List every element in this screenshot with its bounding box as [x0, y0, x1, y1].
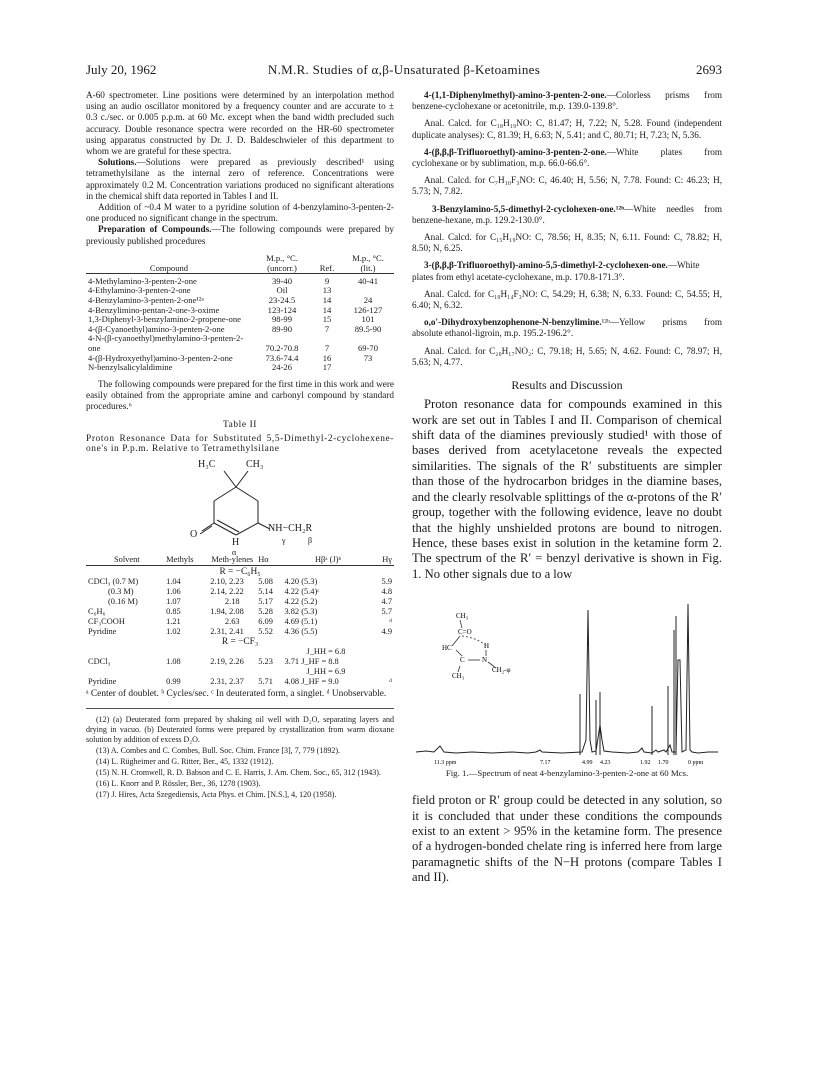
analysis: Anal. Calcd. for C₁₀H₁₄F₃NO: C, 54.29; H, 6.38; N, 6.33. Found: C, 54.55; H, 6.40; N, 6.32. [412, 288, 722, 311]
reference: (14) L. Rügheimer and G. Ritter, Ber., 45, 1332 (1912). [96, 756, 274, 766]
table-header: Methyls [166, 554, 194, 564]
paragraph-text: —Solutions were prepared as previously described¹ using tetramethylsilane as the internal zero of reference. Concentrations were approximately 0.2 M. Concentration variations produced no significant alterations in the chemical shift data reported in Tables I and II. [86, 157, 394, 201]
compound-entry: 4-(1,1-Diphenylmethyl)-amino-3-penten-2-one.—Colorless prisms from benzene-cyclohexane or acetonitrile, m.p. 139.0-139.8°. [412, 90, 722, 112]
paragraph-solutions [86, 157, 394, 202]
run-in-head: Preparation of Compounds. [98, 224, 212, 235]
struct-label: HC [442, 644, 452, 653]
structure-drawing [86, 459, 394, 555]
table-row: (0.16 M) 1.07 2.18 5.17 4.22 (5.2) 4.7 [108, 596, 392, 606]
running-header [86, 62, 722, 80]
struct-label: CH₂-φ [492, 666, 511, 675]
alpha-label: α [232, 547, 237, 557]
table-row: N-benzylsalicylaldimine 24-26 17 [88, 362, 332, 373]
struct-label: C=O [458, 628, 472, 637]
nmr-spectrum-figure [412, 590, 722, 766]
paragraph: Proton resonance data for compounds examined in this work are set out in Tables I and II. Comparison of chemical shift data of the diamines previously studied¹ with those of bases derived from acetylacetone reveals the expected similarities. The signals of the R′ substituents are simpler than those of the hydrocarbon bridges in the diamine bases, and the clearly resolvable splittings of the α-protons of the R′ group, together with the following evidence, leave no doubt that the highly unshielded protons are bound to nitrogen. Hence, these bases exist in solution in the ketamine form 2. The spectrum of the R′ = benzyl derivative is shown in Fig. 1. No other signals due to a low [412, 397, 722, 581]
paragraph: The following compounds were prepared for the first time in this work and were easily obtained from the appropriate amine and carbonyl compound by standard procedures.⁶ [86, 378, 394, 412]
axis-label: 1.70 [658, 760, 669, 767]
header-title: N.M.R. Studies of α,β-Unsaturated β-Ketoamines [267, 62, 541, 77]
table-header: Meth-ylenes [211, 554, 254, 564]
table-row: C₆H₆ 0.85 1.94, 2.08 5.28 3.82 (5.3) 5.7 [88, 606, 392, 616]
paragraph: A-60 spectrometer. Line positions were determined by an interpolation method using an audio oscillator monitored by a frequency counter and are accurate to ± 0.3 c./sec. or 0.005 p.p.m. at 60 Mc. except when the band width precluded such accuracy. Double resonance spectra were recorded on the HR-60 spectrometer using apparatus constructed by Dr. J. D. Baldeschwieler of this department to whom we are grateful for these spectra. [86, 90, 394, 157]
axis-label: 4.23 [600, 760, 611, 767]
paragraph-text: —The following compounds were prepared by previously published procedures [86, 224, 395, 246]
methyl-label: H₃C [198, 458, 216, 470]
table-row: 4-Ethylamino-3-penten-2-one Oil 13 [88, 285, 332, 296]
compound-entry: 3-(β,β,β-Trifluoroethyl)-amino-5,5-dimethyl-2-cyclohexen-one.—White plates from ethyl acetate-cyclohexane, m.p. 170.8-171.3°. [412, 260, 700, 282]
methyl-label: CH₃ [246, 458, 264, 470]
compound-table [86, 253, 394, 373]
table-row: CDCl₃ (0.7 M) 1.04 2.10, 2.23 5.08 4.20 (5.3) 5.9 [88, 576, 392, 586]
table-subheader: R = −CF₃ [221, 636, 259, 647]
table-row: CDCl₃ 1.08 2.19, 2.26 5.23 3.71 J_HF = 8.8 [88, 656, 339, 666]
analysis: Anal. Calcd. for C₇H₁₀F₃NO: C, 46.40; H, 5.56; N, 7.78. Found: C: 46.23; H, 5.73; N, 7.82. [412, 175, 722, 197]
reference: (17) J. Hires, Acta Szegediensis, Acta Phys. et Chim. [N.S.], 4, 120 (1958). [96, 789, 337, 799]
axis-label: 1.92 [640, 760, 651, 767]
run-in-head: Solutions. [98, 157, 137, 168]
table-row: 4-(β-Hydroxyethyl)amino-3-penten-2-one 73.6-74.4 16 73 [88, 352, 373, 363]
page-number: 2693 [696, 62, 722, 77]
header-date: July 20, 1962 [86, 62, 157, 77]
beta-label: β [308, 535, 313, 545]
axis-label: 7.17 [540, 760, 551, 767]
table-row: 4-N-(β-cyanoethyl)methylamino-3-penten-2-one 70.2-70.8 7 69-70 [88, 333, 379, 353]
table-row: Pyridine 1.02 2.31, 2.41 5.52 4.36 (5.5) 4.9 [88, 626, 392, 636]
reference: (15) N. H. Cromwell, R. D. Babson and C. E. Harris, J. Am. Chem. Soc., 65, 312 (1943). [96, 767, 381, 777]
reference: (13) A. Combes and C. Combes, Bull. Soc. Chim. France [3], 7, 779 (1892). [96, 745, 340, 755]
table-header: M.p., °C. (uncorr.) [266, 252, 298, 273]
table-caption [86, 420, 394, 455]
table-title: Proton Resonance Data for Substituted 5,5-Dimethyl-2-cyclohexene-one's in P.p.m. Relative to Tetramethylsilane [86, 433, 394, 455]
hydrogen-label: H [232, 536, 240, 548]
table-row: CF₃COOH 1.21 2.63 6.09 4.69 (5.1) ᵈ [88, 616, 392, 626]
axis-label: 4.99 [582, 760, 593, 767]
table-row: 4-(β-Cyanoethyl)amino-3-penten-2-one 89-90 7 89.5-90 [88, 323, 382, 334]
proton-resonance-table [86, 555, 394, 687]
analysis: Anal. Calcd. for C₂₀H₁₇NO₂: C, 79.18; H, 5.65; N, 4.62. Found: C, 78.97; H, 5.63; N, 4.77. [412, 345, 722, 367]
reference: (16) L. Knorr and P. Rössler, Ber., 36, 1278 (1903). [96, 778, 261, 788]
struct-label: CH₃ [452, 672, 465, 681]
table-row: 4-Methylamino-3-penten-2-one 39-40 9 40-41 [88, 275, 379, 286]
chemical-structure [86, 459, 394, 555]
table-row: J_HH = 6.9 [306, 666, 346, 676]
references [86, 708, 394, 800]
paragraph: Addition of ~0.4 M water to a pyridine solution of 4-benzylamino-3-penten-2-one produced no significant change in the spectrum. [86, 202, 394, 224]
analysis: Anal. Calcd. for C₁₈H₁₉NO: C, 81.47; H, 7.22; N, 5.28. Found (independent duplicate analyses): C, 81.39; H, 6.63; N, 5.41; and C, 80.71; H, 7.23; N, 5.36. [412, 118, 722, 140]
figure-caption: Fig. 1.—Spectrum of neat 4-benzylamino-3-penten-2-one at 60 Mcs. [445, 768, 689, 779]
struct-label: N [482, 656, 488, 665]
struct-label: CH₃ [456, 612, 469, 621]
oxygen-label: O [190, 528, 198, 540]
paragraph-preparation [86, 224, 394, 246]
table-subheader: R = −C₆H₅ [219, 566, 261, 577]
table-header: Solvent [114, 554, 140, 564]
gamma-label: γ [282, 535, 286, 545]
compound-entry: 4-(β,β,β-Trifluoroethyl)-amino-3-penten-2-one.—White plates from cyclohexane or by sublimation, m.p. 66.0-66.6°. [412, 146, 722, 169]
reference: (12) (a) Deuterated form prepared by shaking oil well with D₂O, separating layers and drying in vacuo. (b) Deuterated forms were prepared by crystallization from warm dioxane solution by addition of excess D₂O. [86, 714, 394, 744]
table-label: Table II [222, 420, 258, 431]
left-column [86, 90, 394, 801]
table-row: 4-Benzylamino-3-penten-2-one¹²ᵃ 23-24.5 14 24 [88, 295, 373, 306]
table-row: 4-Benzylimino-pentan-2-one-3-oxime 123-124 14 126-127 [88, 304, 383, 315]
table-row: J_HH = 6.8 [306, 646, 346, 656]
analysis: Anal. Calcd. for C₁₅H₁₉NO: C, 78.56; H, 8.35; N, 6.11. Found: C, 78.82; H, 8.50; N, 6.25. [412, 232, 722, 254]
section-heading: Results and Discussion [511, 378, 623, 393]
nmr-spectrum [412, 590, 722, 766]
table-header: Hγ [382, 554, 392, 564]
compound-entry: o,o′-Dihydroxybenzophenone-N-benzylimine.¹²ᵇ—Yellow prisms from absolute ethanol-ligroin, m.p. 195.2-196.2°. [412, 317, 722, 339]
table-row: (0.3 M) 1.06 2.14, 2.22 5.14 4.22 (5.4)ᶜ 4.8 [108, 586, 392, 596]
table-header: Hα [258, 554, 269, 564]
table-header: Ref. [319, 262, 335, 273]
paragraph: field proton or R′ group could be detected in any solution, so it is concluded that under these conditions the compounds exist to an extent > 95% in the ketamine form. The presence of a hydrogen-bonded chelate ring is inferred here from large paramagnetic shifts of the N−H protons (compare Tables I and II). [412, 793, 722, 885]
table-header: M.p., °C. (lit.) [352, 252, 384, 273]
axis-label: 0 ppm [688, 760, 704, 767]
table-header: Hβᵃ (J)ᵇ [314, 554, 342, 564]
struct-label: H [484, 642, 490, 651]
struct-label: C [460, 656, 465, 665]
axis-label: 11.3 ppm [434, 760, 457, 767]
amine-label: NH−CH₂R [268, 522, 313, 534]
table-row: Pyridine 0.99 2.31, 2.37 5.71 4.08 J_HF = 9.0 ᵈ [88, 676, 392, 686]
table-header: Compound [149, 262, 189, 273]
right-column [412, 90, 722, 886]
compound-entry: 3-Benzylamino-5,5-dimethyl-2-cyclohexen-one.¹²ᵇ—White needles from benzene-hexane, m.p. 129.2-130.0°. [412, 203, 722, 225]
table-footnote: ᵃ Center of doublet. ᵇ Cycles/sec. ᶜ In deuterated form, a singlet. ᵈ Unobservable. [86, 688, 387, 699]
table-row: 1,3-Diphenyl-3-benzylamino-2-propene-one 98-99 15 101 [88, 314, 375, 325]
